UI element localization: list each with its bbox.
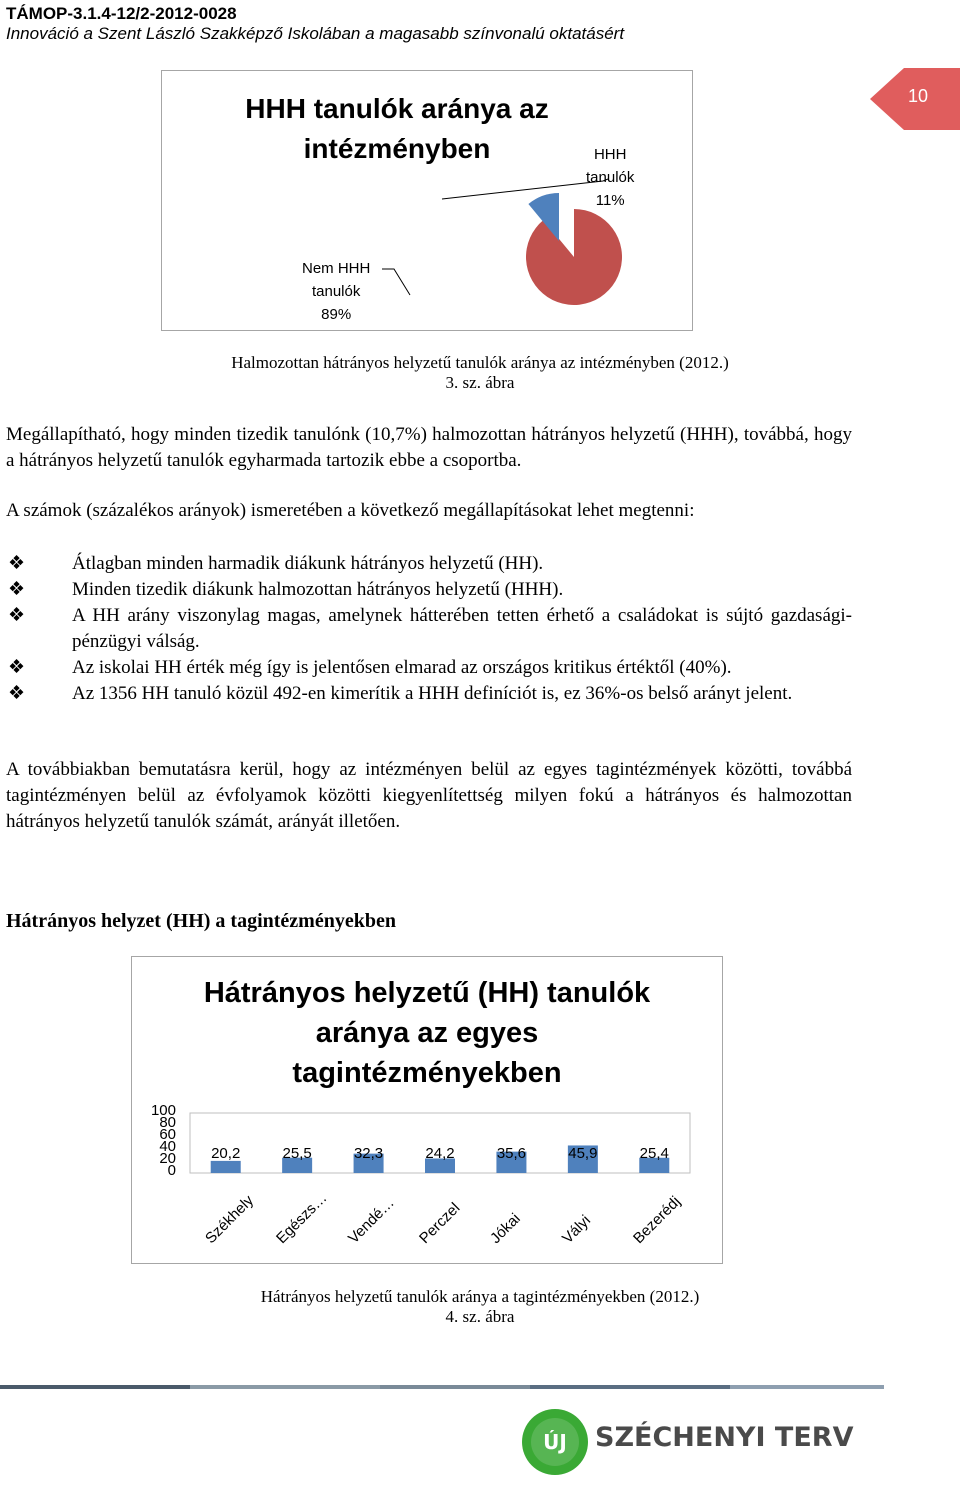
page-number: 10 [908, 86, 929, 106]
leader-line-hhh [442, 179, 608, 199]
pie-label-nem [302, 257, 370, 326]
paragraph-2: A számok (százalékos arányok) ismeretében a következő megállapításokat lehet megtenni: [6, 500, 695, 521]
data-label: 32,3 [353, 1145, 384, 1162]
bullet-diamond-icon: ❖ [8, 683, 26, 704]
list-item-text: A HH arány viszonylag magas, amelynek hátterében tetten érhető a családokat is sújtó gazdasági-pénzügyi válság. [72, 605, 852, 652]
data-label: 25,5 [282, 1145, 312, 1162]
data-label: 25,4 [639, 1145, 669, 1162]
x-tick-label: Jókai [487, 1210, 525, 1248]
x-tick-label: Egészs… [273, 1189, 331, 1248]
page-number-badge [870, 68, 960, 130]
bar-title-line1: Hátrányos helyzetű (HH) tanulók [203, 977, 651, 1009]
bar-chart [131, 956, 723, 1264]
data-label: 35,6 [496, 1145, 527, 1162]
caption-4-text: Hátrányos helyzetű tanulók aránya a tagintézményekben (2012.) [260, 1287, 700, 1306]
x-tick-label: Székhely [201, 1191, 257, 1248]
bullet-diamond-icon: ❖ [8, 553, 26, 574]
logo-badge-text: ÚJ [543, 1430, 567, 1454]
footer-color-line [0, 1376, 884, 1380]
bar-title-line2: aránya az egyes [315, 1017, 539, 1049]
y-tick-label: 20 [159, 1150, 176, 1167]
pie-title-line2: intézményben [303, 133, 491, 164]
leader-line-nem [382, 269, 410, 295]
paragraph-1: Megállapítható, hogy minden tizedik tanulónk (10,7%) halmozottan hátrányos helyzetű (HHH), továbbá, hogy a hátrányos helyzetű tanulók egyharmada tartozik ebbe a csoportba. [6, 424, 852, 471]
pie-title-line1: HHH tanulók aránya az [245, 93, 549, 124]
y-tick-label: 0 [167, 1162, 176, 1179]
pie-chart [161, 70, 693, 331]
list-item-text: Minden tizedik diákunk halmozottan hátrányos helyzetű (HHH). [72, 579, 564, 600]
caption-4-number: 4. sz. ábra [445, 1307, 515, 1326]
y-tick-label: 100 [150, 1102, 176, 1119]
bullet-diamond-icon: ❖ [8, 579, 26, 600]
data-label: 24,2 [425, 1145, 455, 1162]
footer-line-svg [0, 1385, 884, 1389]
data-label: 20,2 [211, 1145, 241, 1162]
x-tick-label: Vályi [558, 1212, 594, 1248]
caption-3-number: 3. sz. ábra [445, 373, 515, 392]
bullet-diamond-icon: ❖ [8, 605, 26, 626]
caption-3-text: Halmozottan hátrányos helyzetű tanulók aránya az intézményben (2012.) [231, 353, 729, 372]
y-tick-label: 40 [159, 1138, 176, 1155]
pie-label-hhh-pct: 11% [595, 192, 625, 209]
pie-label-nem-pct: 89% [321, 306, 352, 323]
x-tick-label: Perczel [416, 1199, 464, 1248]
list-item-text: Átlagban minden harmadik diákunk hátrányos helyzetű (HH). [72, 553, 544, 574]
figure-caption-3 [100, 353, 860, 393]
y-tick-label: 80 [159, 1114, 176, 1131]
project-code: TÁMOP-3.1.4-12/2-2012-0028 [6, 4, 237, 23]
paragraph-3: A továbbiakban bemutatásra kerül, hogy az intézményen belül az egyes tagintézmények közötti, továbbá tagintézményen belül az évfolyamok közötti kiegyenlítettség milyen fokú a hátrányos és halmozottan hátrányos helyzetű tanulók számát, arányát illetően. [6, 759, 852, 832]
list-item-text: Az iskolai HH érték még így is jelentősen elmarad az országos kritikus értéktől (40%). [72, 657, 732, 678]
szechenyi-logo [520, 1400, 854, 1496]
pie-label-nem-line2: tanulók [311, 283, 361, 300]
bullet-diamond-icon: ❖ [8, 657, 26, 678]
pie-label-hhh [586, 143, 634, 212]
pie-label-hhh-line1: HHH [593, 146, 627, 163]
pie-slice-nem-hhh [526, 209, 622, 305]
y-tick-label: 60 [159, 1126, 176, 1143]
data-label: 45,9 [568, 1145, 598, 1162]
x-tick-label: Vendé… [344, 1194, 398, 1248]
pie-label-hhh-line2: tanulók [586, 169, 635, 186]
pie-label-nem-line1: Nem HHH [302, 260, 371, 277]
figure-caption-4 [100, 1287, 860, 1327]
bar [211, 1161, 241, 1173]
section-heading: Hátrányos helyzet (HH) a tagintézményekben [6, 910, 396, 932]
list-item-text: Az 1356 HH tanuló közül 492-en kimerítik a HHH definíciót is, ez 36%-os belső arányt jelent. [72, 683, 793, 704]
logo-text: SZÉCHENYI TERV [595, 1422, 854, 1453]
bar-title-line3: tagintézményekben [292, 1057, 562, 1089]
x-tick-label: Bezerédj [630, 1193, 685, 1248]
project-subtitle: Innováció a Szent László Szakképző Iskolában a magasabb színvonalú oktatásért [6, 24, 625, 43]
